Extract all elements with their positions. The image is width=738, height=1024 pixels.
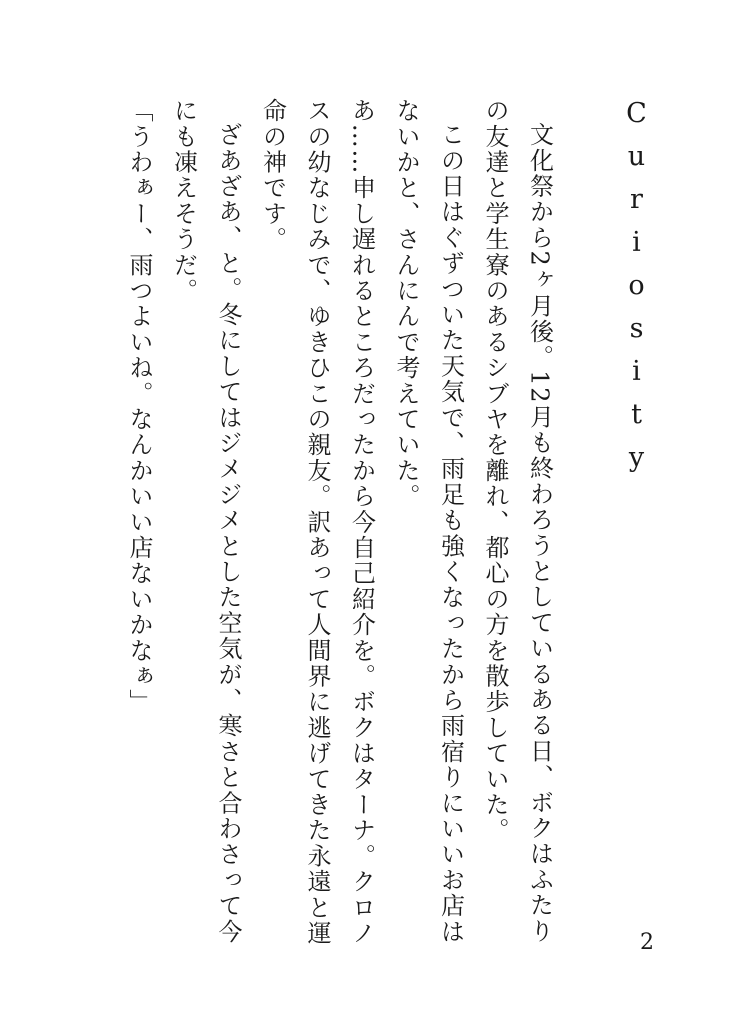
paragraph-1: 文化祭から2ヶ月後。12月も終わろうとしているある日、ボクはふたりの友達と学生寮のあるシブヤを離れ、都心の方を散歩していた。 [481, 98, 554, 944]
paragraph-4: ざあざあ、と。冬にしてはジメジメとした空気が、寒さと合わさって今にも凍えそうだ。 [169, 98, 242, 945]
paragraph-5-dialogue: 「うわぁー、雨つよいね。なんかいい店ないかなぁ」 [125, 98, 153, 715]
chapter-title: Curiosity [621, 98, 652, 485]
paragraph-3: あ……申し遅れるところだったから今自己紹介を。ボクはターナ。クロノスの幼なじみで、ゆきひこの親友。訳あって人間界に逃げてきた永遠と運命の神です。 [258, 98, 376, 947]
page-number: 2 [640, 930, 654, 955]
paragraph-2: この日はぐずついた天気で、雨足も強くなったから雨宿りにいいお店はないかと、さんにんで考えていた。 [392, 98, 465, 945]
vertical-text-body [18, 98, 658, 958]
